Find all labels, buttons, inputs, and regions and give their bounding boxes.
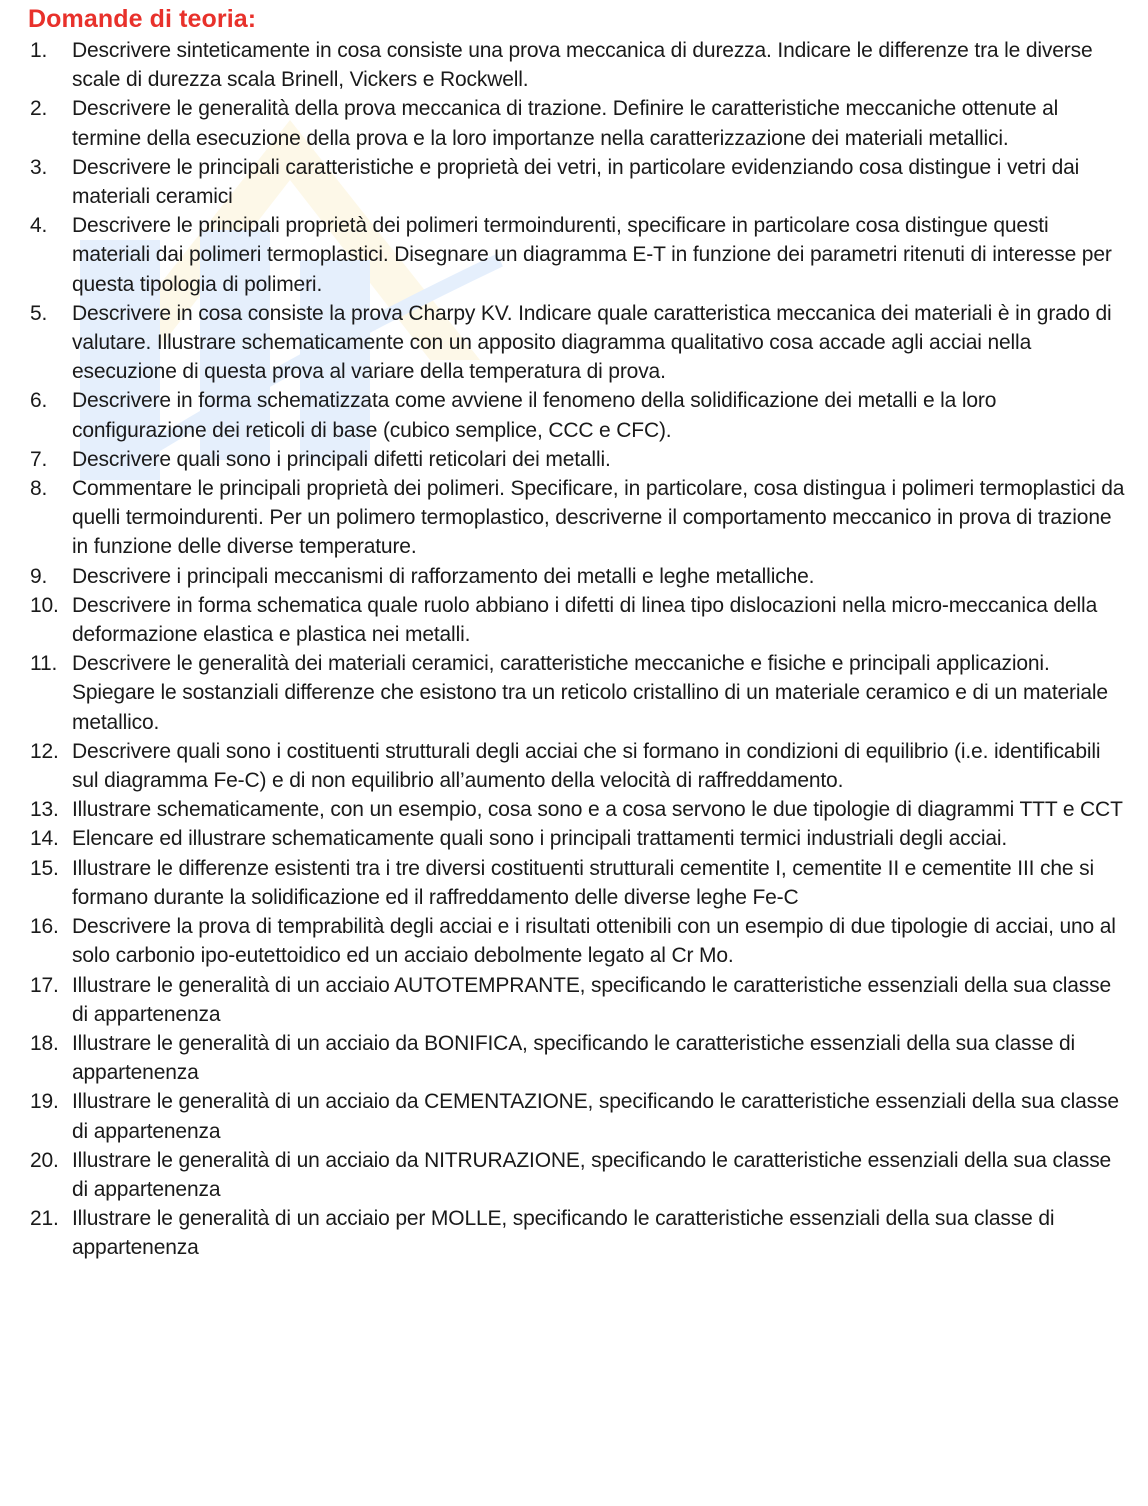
question-text: Descrivere sinteticamente in cosa consiste una prova meccanica di durezza. Indicare le differenze tra le diverse scale di durezza scala Brinell, Vickers e Rockwell.	[72, 39, 1093, 92]
list-item	[22, 386, 1126, 444]
question-text: Descrivere le principali caratteristiche e proprietà dei vetri, in particolare evidenziando cosa distingue i vetri dai materiali ceramici	[72, 155, 1080, 209]
question-text: Illustrare le differenze esistenti tra i tre diversi costituenti strutturali cementite I, cementite II e cementite III che si formano durante la solidificazione ed il raffreddamento delle diverse leghe Fe-C	[72, 856, 1094, 909]
list-item	[22, 824, 1126, 853]
list-item	[22, 1029, 1126, 1087]
question-text: Descrivere in cosa consiste la prova Charpy KV. Indicare quale caratteristica meccanica dei materiali è in grado di valutare. Illustrare schematicamente con un apposito diagramma qualitativo cosa accade agli acciai nella esecuzione di questa prova al variare della temperatura di prova.	[72, 301, 1112, 384]
question-number: 4.	[30, 214, 48, 238]
question-number: 15.	[30, 856, 59, 880]
question-number: 21.	[30, 1207, 59, 1231]
question-text: Elencare ed illustrare schematicamente quali sono i principali trattamenti termici industriali degli acciai.	[72, 827, 1008, 851]
question-number: 18.	[30, 1031, 59, 1055]
question-text: Descrivere i principali meccanismi di rafforzamento dei metalli e leghe metalliche.	[72, 564, 815, 588]
question-text: Illustrare le generalità di un acciaio da NITRURAZIONE, specificando le caratteristiche essenziali della sua classe di appartenenza	[72, 1148, 1112, 1201]
list-item	[22, 153, 1126, 211]
question-text: Commentare le principali proprietà dei polimeri. Specificare, in particolare, cosa distingua i polimeri termoplastici da quelli termoindurenti. Per un polimero termoplastico, descriverne il comportamento meccanico in prova di trazione in funzione delle diverse temperature.	[72, 477, 1125, 559]
question-number: 20.	[30, 1148, 59, 1172]
question-number: 11.	[30, 652, 58, 676]
question-text: Descrivere quali sono i principali difetti reticolari dei metalli.	[72, 447, 611, 471]
question-number: 1.	[30, 39, 48, 62]
list-item	[22, 1204, 1126, 1262]
question-text: Descrivere la prova di temprabilità degli acciai e i risultati ottenibili con un esempio di due tipologie di acciai, uno al solo carbonio ipo-eutettoidico ed un acciaio debolmente legato al Cr Mo.	[72, 915, 1116, 968]
question-number: 13.	[30, 798, 59, 822]
list-item	[22, 94, 1126, 152]
list-item	[22, 474, 1126, 562]
list-item	[22, 795, 1126, 824]
question-text: Illustrare schematicamente, con un esempio, cosa sono e a cosa servono le due tipologie di diagrammi TTT e CCT	[72, 798, 1123, 822]
question-number: 19.	[30, 1090, 59, 1114]
question-text: Illustrare le generalità di un acciaio per MOLLE, specificando le caratteristiche essenziali della sua classe di appartenenza	[72, 1207, 1055, 1260]
list-item	[22, 591, 1126, 649]
question-text: Descrivere le generalità della prova meccanica di trazione. Definire le caratteristiche meccaniche ottenute al termine della esecuzione della prova e la loro importanze nella caratterizzazione dei materiali metallici.	[72, 97, 1059, 150]
list-item	[22, 737, 1126, 795]
question-number: 2.	[30, 97, 48, 121]
question-text: Illustrare le generalità di un acciaio da BONIFICA, specificando le caratteristiche essenziali della sua classe di appartenenza	[72, 1031, 1076, 1085]
question-text: Descrivere in forma schematizzata come avviene il fenomeno della solidificazione dei metalli e la loro configurazione dei reticoli di base (cubico semplice, CCC e CFC).	[72, 389, 997, 442]
questions-list	[22, 36, 1126, 1263]
question-text: Illustrare le generalità di un acciaio da CEMENTAZIONE, specificando le caratteristiche essenziali della sua classe di appartenenza	[72, 1090, 1119, 1143]
list-item	[22, 649, 1126, 737]
list-item	[22, 299, 1126, 387]
question-number: 8.	[30, 477, 48, 501]
list-item	[22, 971, 1126, 1029]
list-item	[22, 562, 1126, 591]
list-item	[22, 1146, 1126, 1204]
question-number: 10.	[30, 593, 59, 617]
question-text: Descrivere quali sono i costituenti strutturali degli acciai che si formano in condizioni di equilibrio (i.e. identificabili sul diagramma Fe-C) e di non equilibrio all’aumento della velocità di raffreddamento.	[72, 739, 1101, 793]
question-number: 17.	[30, 973, 59, 997]
list-item	[22, 912, 1126, 970]
question-text: Descrivere le principali proprietà dei polimeri termoindurenti, specificare in particolare cosa distingue questi materiali dai polimeri termoplastici. Disegnare un diagramma E-T in funzione dei parametri ritenuti di interesse per questa tipologia di polimeri.	[72, 214, 1112, 296]
list-item	[22, 445, 1126, 474]
question-number: 16.	[30, 915, 59, 939]
question-number: 12.	[30, 739, 59, 763]
page-title: Domande di teoria:	[28, 5, 257, 33]
list-item	[22, 36, 1126, 94]
question-number: 14.	[30, 827, 59, 851]
question-number: 9.	[30, 564, 48, 588]
question-number: 3.	[30, 155, 48, 179]
question-number: 5.	[30, 301, 48, 325]
list-item	[22, 854, 1126, 912]
question-text: Descrivere le generalità dei materiali ceramici, caratteristiche meccaniche e fisiche e principali applicazioni. Spiegare le sostanziali differenze che esistono tra un reticolo cristallino di un materiale ceramico e di un materiale metallico.	[72, 652, 1108, 734]
question-text: Illustrare le generalità di un acciaio AUTOTEMPRANTE, specificando le caratteristiche essenziali della sua classe di appartenenza	[72, 973, 1111, 1026]
question-text: Descrivere in forma schematica quale ruolo abbiano i difetti di linea tipo dislocazioni nella micro-meccanica della deformazione elastica e plastica nei metalli.	[72, 593, 1098, 647]
question-number: 6.	[30, 389, 48, 413]
list-item	[22, 211, 1126, 299]
list-item	[22, 1087, 1126, 1145]
question-number: 7.	[30, 447, 48, 471]
